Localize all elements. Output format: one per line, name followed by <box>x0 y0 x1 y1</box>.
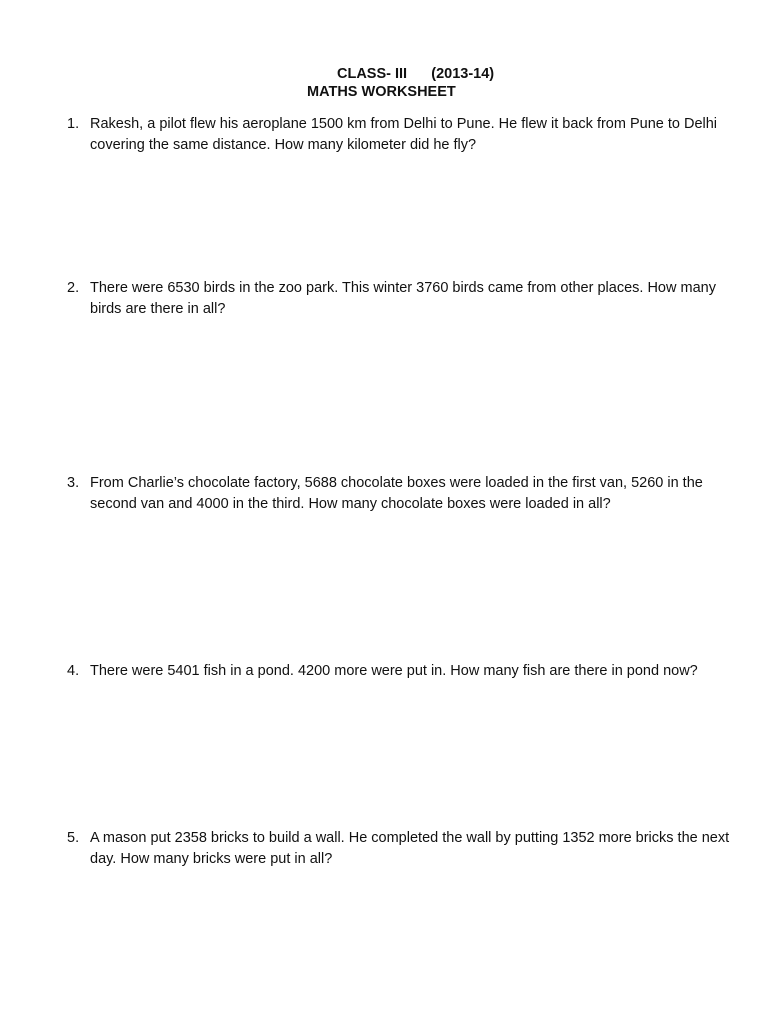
question-text: From Charlie’s chocolate factory, 5688 chocolate boxes were loaded in the first van, 5260 in the second van and 4000 in the third. How many chocolate boxes were loaded in all? <box>90 475 703 512</box>
question-number: 4. <box>67 663 80 679</box>
question-number: 1. <box>67 116 80 132</box>
question-number: 2. <box>67 280 80 296</box>
question-item-5 <box>67 828 737 870</box>
question-text: Rakesh, a pilot flew his aeroplane 1500 km from Delhi to Pune. He flew it back from Pune to Delhi covering the same distance. How many kilometer did he fly? <box>90 116 718 153</box>
question-item-4 <box>67 661 737 682</box>
question-item-3 <box>67 473 737 515</box>
question-number: 5. <box>67 830 80 846</box>
question-item-2 <box>67 278 737 320</box>
question-item-1 <box>67 114 737 156</box>
question-text: A mason put 2358 bricks to build a wall. He completed the wall by putting 1352 more bricks the next day. How many bricks were put in all? <box>90 830 730 867</box>
question-text: There were 5401 fish in a pond. 4200 more were put in. How many fish are there in pond now? <box>90 663 698 679</box>
worksheet-title: MATHS WORKSHEET <box>307 84 456 100</box>
question-number: 3. <box>67 475 80 491</box>
class-heading: CLASS- III (2013-14) <box>337 66 495 82</box>
question-text: There were 6530 birds in the zoo park. This winter 3760 birds came from other places. How many birds are there in all? <box>90 280 716 317</box>
